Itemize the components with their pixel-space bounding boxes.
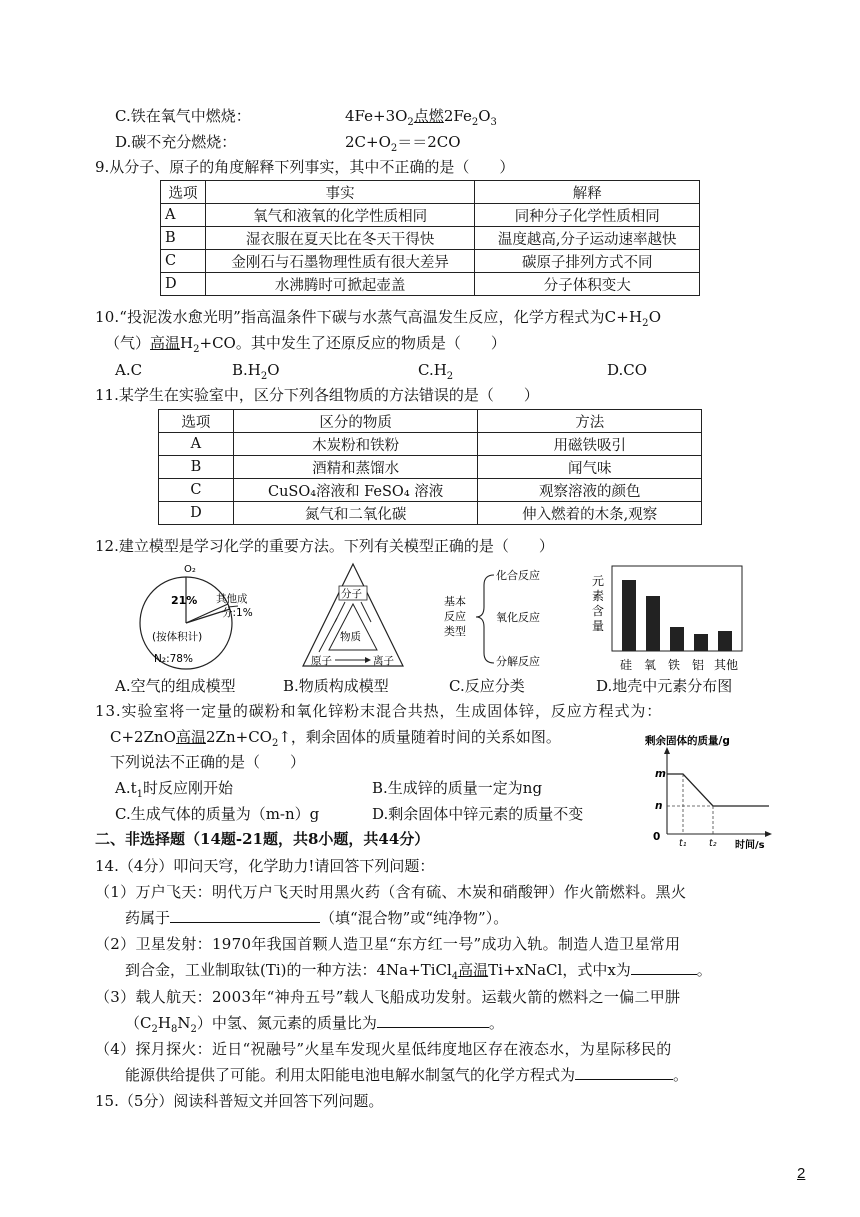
q12-caption-c: C.反应分类 xyxy=(449,677,525,695)
table-header: 选项 xyxy=(161,181,206,204)
bar-ylabel-char: 含 xyxy=(592,604,605,618)
table-cell: 木炭粉和铁粉 xyxy=(233,433,478,456)
table-row xyxy=(161,181,700,204)
table-header: 方法 xyxy=(478,410,702,433)
q14-part1-line2: 药属于 （填“混合物”或“纯净物”）。 xyxy=(125,909,509,927)
table-cell: 金刚石与石墨物理性质有很大差异 xyxy=(205,250,475,273)
triangle-label-atom: 原子 xyxy=(311,655,332,667)
pie-label-o2-pct: 21% xyxy=(171,594,198,607)
bar-ylabel-char: 素 xyxy=(592,589,605,603)
q13-stem-line2: C+2ZnO高温$2Zn+CO_2↑$，剩余固体的质量随着时间的关系如图。 xyxy=(110,728,561,749)
y-axis-arrow xyxy=(664,747,670,754)
brace-left-line: 类型 xyxy=(444,625,466,638)
bar-ylabel-char: 元 xyxy=(592,574,605,588)
q13-option-d: D.剩余固体中锌元素的质量不变 xyxy=(372,805,584,823)
table-row xyxy=(161,273,700,296)
brace-shape xyxy=(476,575,494,663)
q12-caption-b: B.物质构成模型 xyxy=(283,677,389,695)
table-cell: C xyxy=(161,250,206,273)
brace-item: 化合反应 xyxy=(496,569,540,582)
q11-table xyxy=(158,409,702,525)
graph-label-t2: t₂ xyxy=(709,838,717,849)
bar-ylabel-char: 量 xyxy=(592,619,605,633)
table-cell: D xyxy=(159,502,234,525)
table-row xyxy=(159,456,702,479)
pie-label-n2: N₂:78% xyxy=(154,653,193,665)
bar-iron xyxy=(670,627,684,651)
crust-element-bar-chart xyxy=(588,563,750,675)
table-cell: C xyxy=(159,479,234,502)
q10-option-c: $C.H_2$ xyxy=(418,361,454,382)
q8-option-d-label: D.碳不充分燃烧： xyxy=(115,133,237,151)
table-cell: B xyxy=(161,227,206,250)
bar-category: 硅 xyxy=(620,658,633,672)
q12-stem: 12.建立模型是学习化学的重要方法。下列有关模型正确的是（ ） xyxy=(95,537,554,555)
reaction-classification-brace xyxy=(436,565,566,673)
arrow-head xyxy=(365,657,371,663)
brace-left-line: 反应 xyxy=(444,610,466,623)
graph-label-m: m xyxy=(655,768,666,780)
table-cell: B xyxy=(159,456,234,479)
pie-label-other-1: 其他成 xyxy=(216,593,248,605)
section-2-heading: 二、非选择题（14题-21题，共8小题，共44分） xyxy=(95,830,430,848)
q12-caption-d: D.地壳中元素分布图 xyxy=(596,677,733,695)
answer-blank[interactable] xyxy=(377,1013,489,1028)
answer-blank[interactable] xyxy=(170,908,320,923)
q8-option-c-equation: $4Fe+3O_2$点燃$2Fe_2O_3$ xyxy=(345,107,497,128)
answer-blank[interactable] xyxy=(575,1065,673,1080)
bar-category: 铁 xyxy=(668,658,681,672)
table-cell: 分子体积变大 xyxy=(475,273,700,296)
pie-label-other-2: 分:1% xyxy=(222,607,253,619)
table-row xyxy=(159,433,702,456)
table-cell: 碳原子排列方式不同 xyxy=(475,250,700,273)
table-cell: 同种分子化学性质相同 xyxy=(475,204,700,227)
q14-stem: 14.（4分）叩问天穹，化学助力!请回答下列问题： xyxy=(95,857,435,875)
table-cell: A xyxy=(161,204,206,227)
table-cell: 酒精和蒸馏水 xyxy=(233,456,478,479)
substance-structure-triangle xyxy=(297,560,409,672)
bar-category: 氧 xyxy=(644,658,657,672)
q9-table xyxy=(160,180,700,296)
table-cell: D xyxy=(161,273,206,296)
q14-part1-line1: （1）万户飞天：明代万户飞天时用黑火药（含有硫、木炭和硝酸钾）作火箭燃料。黑火 xyxy=(95,883,687,901)
triangle-label-ion: 离子 xyxy=(373,655,394,667)
outer-triangle xyxy=(303,564,403,666)
q13-stem-line1: 13.实验室将一定量的碳粉和氧化锌粉末混合共热，生成固体锌，反应方程式为： xyxy=(95,702,663,720)
brace-item: 氧化反应 xyxy=(496,611,540,624)
brace-left-line: 基本 xyxy=(444,595,466,608)
graph-xlabel: 时间/s xyxy=(735,840,765,850)
atom-to-molecule-arrow xyxy=(319,618,337,652)
bar-silicon xyxy=(622,580,636,651)
q12-caption-a: A.空气的组成模型 xyxy=(115,677,236,695)
q14-part2-line1: （2）卫星发射：1970年我国首颗人造卫星“东方红一号”成功入轨。制造人造卫星常用 xyxy=(95,935,681,953)
pie-label-basis: (按体积计) xyxy=(152,631,203,643)
table-header: 事实 xyxy=(205,181,475,204)
page-number: 2 xyxy=(797,1165,806,1182)
molecule-to-substance-arrow xyxy=(361,602,371,622)
q14-part4-line1: （4）探月探火：近日“祝融号”火星车发现火星低纬度地区存在液态水，为星际移民的 xyxy=(95,1040,672,1058)
table-cell: A xyxy=(159,433,234,456)
table-row xyxy=(161,250,700,273)
table-row xyxy=(159,502,702,525)
q14-part2-line2: 到合金，工业制取钛(Ti)的一种方法：4Na+TiCl$_4$高温Ti+xNaCl，式中x为 。 xyxy=(125,961,712,982)
q8-option-c-label: C.铁在氧气中燃烧： xyxy=(115,107,251,125)
table-row xyxy=(159,479,702,502)
answer-blank[interactable] xyxy=(631,960,697,975)
table-cell: 用磁铁吸引 xyxy=(478,433,702,456)
x-axis-arrow xyxy=(765,831,772,837)
bar-other xyxy=(718,631,732,651)
table-cell: 水沸腾时可掀起壶盖 xyxy=(205,273,475,296)
table-row xyxy=(159,410,702,433)
bar-category: 铝 xyxy=(692,658,705,672)
graph-origin: 0 xyxy=(653,831,661,843)
table-row xyxy=(161,204,700,227)
q10-option-d: D.CO xyxy=(607,361,648,379)
q13-option-a: $A.t_1$时反应刚开始 xyxy=(115,779,234,800)
bar-category: 其他 xyxy=(714,658,739,672)
table-cell: 湿衣服在夏天比在冬天干得快 xyxy=(205,227,475,250)
pie-label-o2: O₂ xyxy=(184,564,196,575)
inner-triangle xyxy=(329,604,377,650)
graph-title: 剩余固体的质量/g xyxy=(645,735,730,747)
bar-oxygen xyxy=(646,596,660,651)
table-header: 选项 xyxy=(159,410,234,433)
table-cell: 温度越高,分子运动速率越快 xyxy=(475,227,700,250)
table-cell: 伸入燃着的木条,观察 xyxy=(478,502,702,525)
triangle-label-substance: 物质 xyxy=(340,631,361,643)
q14-part3-line1: （3）载人航天：2003年“神舟五号”载人飞船成功发射。运载火箭的燃料之一偏二甲肼 xyxy=(95,988,681,1006)
table-cell: CuSO₄溶液和 FeSO₄ 溶液 xyxy=(233,479,478,502)
table-cell: 氧气和液氧的化学性质相同 xyxy=(205,204,475,227)
q10-stem-line2: （气）高温$H_2+CO$。其中发生了还原反应的物质是（ ） xyxy=(105,334,506,355)
q13-option-b: B.生成锌的质量一定为ng xyxy=(372,779,543,797)
q10-option-a: A.C xyxy=(115,361,143,379)
table-header: 解释 xyxy=(475,181,700,204)
remaining-solid-mass-graph xyxy=(645,730,775,850)
q8-option-d-equation: $2C+O_2==2CO$ xyxy=(345,133,461,154)
q13-option-c: C.生成气体的质量为（m-n）g xyxy=(115,805,320,823)
bar-aluminum xyxy=(694,634,708,651)
table-row xyxy=(161,227,700,250)
graph-curve xyxy=(667,774,769,806)
table-cell: 氮气和二氧化碳 xyxy=(233,502,478,525)
graph-label-t1: t₁ xyxy=(679,838,687,849)
triangle-label-molecule: 分子 xyxy=(341,588,362,600)
brace-item: 分解反应 xyxy=(496,655,540,668)
q14-part3-line2: $(C_2H_8N_2)$中氢、氮元素的质量比为 。 xyxy=(125,1014,504,1035)
q15-stem: 15.（5分）阅读科普短文并回答下列问题。 xyxy=(95,1092,384,1110)
graph-label-n: n xyxy=(655,800,663,812)
q9-stem: 9.从分子、原子的角度解释下列事实，其中不正确的是（ ） xyxy=(95,158,515,176)
table-cell: 观察溶液的颜色 xyxy=(478,479,702,502)
q10-stem-line1: 10.“投泥泼水愈光明”指高温条件下碳与水蒸气高温发生反应，化学方程式为$C+H_2O$ xyxy=(95,308,662,329)
q11-stem: 11.某学生在实验室中，区分下列各组物质的方法错误的是（ ） xyxy=(95,386,539,404)
q13-stem-line3: 下列说法不正确的是（ ） xyxy=(110,753,306,771)
q10-option-b: $B.H_2O$ xyxy=(232,361,280,382)
table-cell: 闻气味 xyxy=(478,456,702,479)
q14-part4-line2: 能源供给提供了可能。利用太阳能电池电解水制氢气的化学方程式为 。 xyxy=(125,1066,689,1084)
table-header: 区分的物质 xyxy=(233,410,478,433)
air-composition-pie xyxy=(118,562,268,674)
